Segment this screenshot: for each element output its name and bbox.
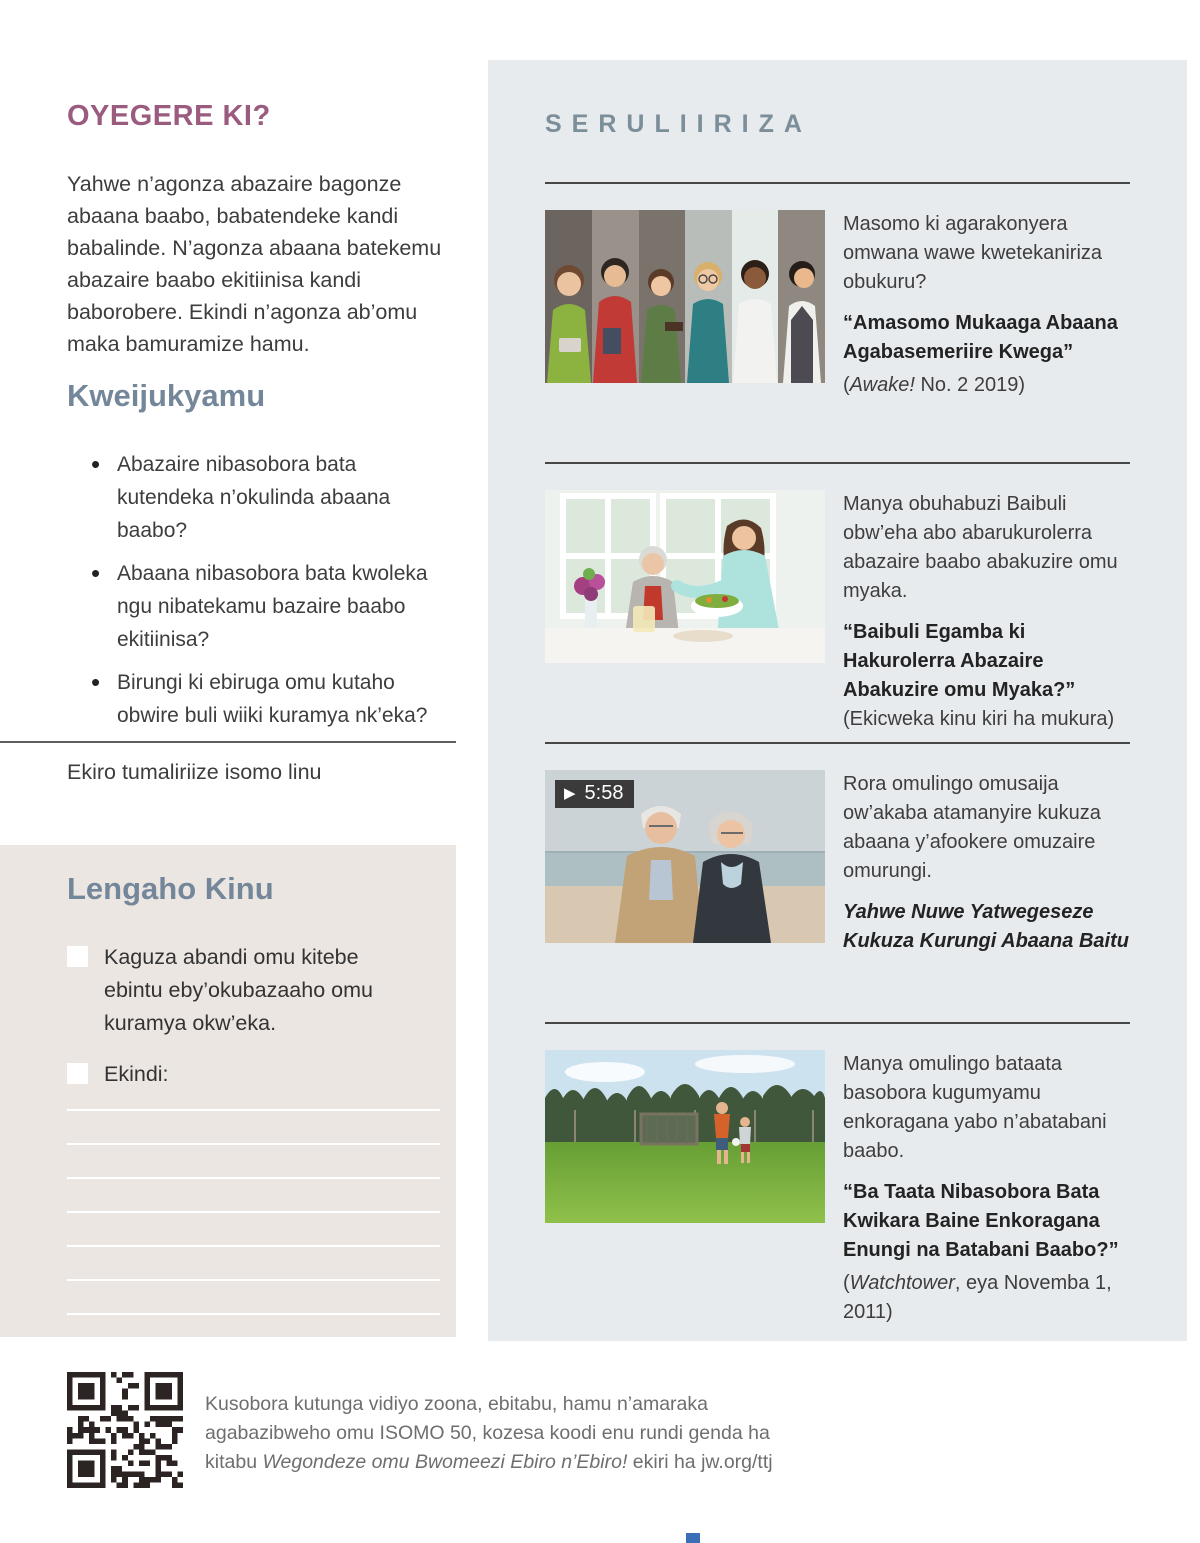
children-collage-image [545, 210, 825, 383]
father-son-soccer-field-image [545, 1050, 825, 1223]
writing-line [67, 1313, 440, 1315]
qr-code [67, 1372, 183, 1488]
goal-option-row [67, 1058, 446, 1091]
intro-paragraph: Yahwe n’agonza abazaire bagonze abaana baabo, babatendeke kandi babalinde. N’agonza abaana batekemu abazaire baabo ekitiinisa kandi baborobere. Ekindi n’agonza ab’omu maka bamuramize hamu. [67, 172, 442, 356]
page-title: OYEGERE KI? [67, 100, 271, 132]
writing-line [67, 1279, 440, 1281]
video-thumbnail[interactable] [545, 770, 825, 943]
article-description: Manya omulingo bataata basobora kugumyamu enkoragana yabo n’abatabani baabo. [843, 1053, 1107, 1162]
goal-option-label: Ekindi: [104, 1062, 169, 1086]
review-heading: Kweijukyamu [67, 378, 266, 413]
finish-lesson-note: Ekiro tumaliriize isomo linu [67, 760, 322, 784]
article-reference: (Watchtower, eya Novemba 1, 2011) [843, 1272, 1112, 1323]
seruliiriza-panel [488, 60, 1187, 1341]
article-item [545, 1022, 1130, 1323]
article-title[interactable]: “Amasomo Mukaaga Abaana Agabasemeriire Kwega” [843, 312, 1118, 363]
play-icon: ▶ [564, 785, 576, 802]
video-duration: 5:58 [584, 782, 624, 804]
writing-line [67, 1109, 440, 1111]
writing-line [67, 1177, 440, 1179]
article-description: Masomo ki agarakonyera omwana wawe kwetekaniriza obukuru? [843, 213, 1103, 293]
review-question-list [67, 448, 459, 742]
article-title[interactable]: “Ba Taata Nibasobora Bata Kwikara Baine Enkoragana Enungi na Batabani Baabo?” [843, 1181, 1119, 1261]
video-duration-badge [555, 780, 634, 808]
review-question: • Abaana nibasobora bata kwoleka ngu nibatekamu bazaire baabo ekitiinisa? [67, 557, 459, 656]
checkbox-unchecked[interactable] [67, 1063, 88, 1084]
article-description: Manya obuhabuzi Baibuli obw’eha abo abarukurolerra abazaire baabo abakuzire omu myaka. [843, 493, 1118, 602]
article-item [545, 742, 1130, 1022]
writing-line [67, 1143, 440, 1145]
video-title[interactable]: Yahwe Nuwe Yatwegeseze Kukuza Kurungi Abaana Baitu [843, 901, 1129, 952]
writing-line [67, 1245, 440, 1247]
review-question: • Birungi ki ebiruga omu kutaho obwire buli wiiki kuramya nk’eka? [67, 666, 459, 732]
footer-note-text: Kusobora kutunga vidiyo zoona, ebitabu, hamu n’amaraka agabazibweho omu ISOMO 50, kozesa koodi enu rundi genda ha kitabu [205, 1393, 770, 1473]
article-title[interactable]: “Baibuli Egamba ki Hakurolerra Abazaire Abakuzire omu Myaka?” (Ekicweka kinu kiri ha mukura) [843, 621, 1115, 730]
goal-option-label: Kaguza abandi omu kitebe ebintu eby’okubazaaho omu kuramya okw’eka. [104, 945, 373, 1035]
woman-serving-elderly-mother-image [545, 490, 825, 663]
goal-option-row [67, 941, 446, 1040]
goal-box-heading: Lengaho Kinu [67, 871, 274, 906]
article-description: Rora omulingo omusaija ow’akaba atamanyire kukuza abaana y’afookere omuzaire omurungi. [843, 773, 1101, 882]
footer-note-link-text[interactable]: ekiri ha jw.org/ttj [627, 1451, 773, 1473]
footer-note [205, 1390, 801, 1477]
article-item [545, 462, 1130, 742]
footer [67, 1372, 801, 1488]
checkbox-unchecked[interactable] [67, 946, 88, 967]
review-question: • Abazaire nibasobora bata kutendeka n’okulinda abaana baabo? [67, 448, 459, 547]
article-reference: (Awake! No. 2 2019) [843, 374, 1025, 396]
article-item [545, 182, 1130, 462]
writing-lines [67, 1109, 440, 1315]
page-registration-mark [686, 1533, 700, 1543]
divider [0, 741, 456, 743]
writing-line [67, 1211, 440, 1213]
goal-box [0, 845, 456, 1337]
seruliiriza-heading: SERULIIRIZA [545, 110, 812, 138]
footer-note-book-title: Wegondeze omu Bwomeezi Ebiro n’Ebiro! [262, 1451, 628, 1473]
